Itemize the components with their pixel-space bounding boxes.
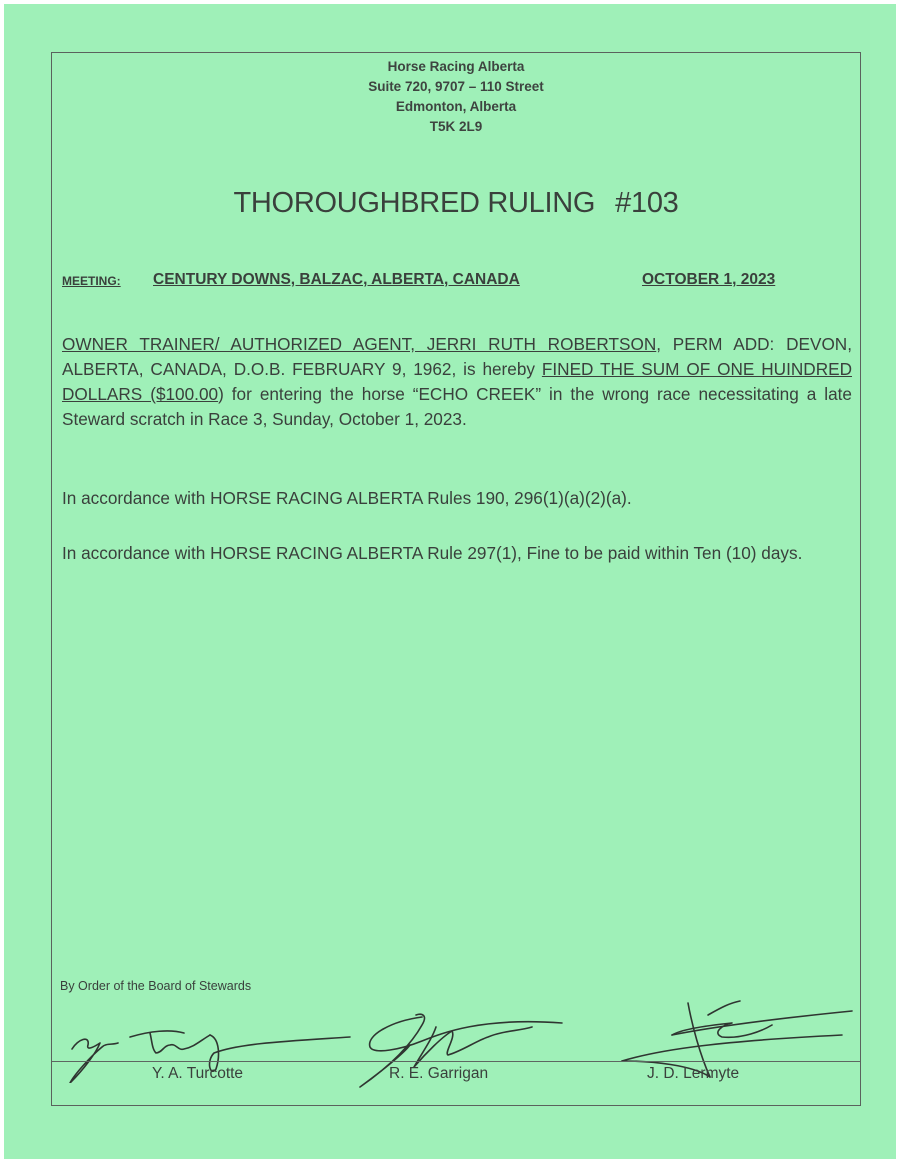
meeting-date: OCTOBER 1, 2023 — [642, 271, 776, 288]
ruling-text-b: ) for entering the horse “ECHO CREEK” in the wrong race necessitating a late Steward scratch in Race 3, Sunday, October 1, 2023. — [62, 384, 852, 429]
letterhead-org: Horse Racing Alberta — [387, 59, 525, 74]
signature-line — [52, 1061, 860, 1062]
order-text: By Order of the Board of Stewards — [60, 979, 252, 993]
letterhead-postal: T5K 2L9 — [429, 119, 483, 134]
page-title — [52, 187, 860, 220]
meeting-row — [62, 271, 850, 293]
payment-paragraph: In accordance with HORSE RACING ALBERTA Rule 297(1), Fine to be paid within Ten (10) days. — [62, 543, 803, 563]
ruling-document — [4, 4, 896, 1159]
steward-name: R. E. Garrigan — [389, 1065, 489, 1082]
letterhead — [52, 53, 860, 137]
ruling-paragraph — [62, 332, 852, 432]
steward-name: Y. A. Turcotte — [152, 1065, 244, 1082]
meeting-label: MEETING: — [62, 274, 121, 288]
ruling-subject: OWNER TRAINER/ AUTHORIZED AGENT, JERRI RUTH ROBERTSON — [62, 334, 657, 354]
ruling-penalty: FINED THE SUM OF ONE HUINDRED DOLLARS ($100.00 — [62, 359, 852, 404]
ruling-text-a: , PERM ADD: DEVON, ALBERTA, CANADA, D.O.B. FEBRUARY 9, 1962, is hereby — [62, 334, 852, 379]
meeting-venue: CENTURY DOWNS, BALZAC, ALBERTA, CANADA — [153, 271, 520, 288]
rules-paragraph: In accordance with HORSE RACING ALBERTA Rules 190, 296(1)(a)(2)(a). — [62, 488, 632, 508]
letterhead-city: Edmonton, Alberta — [395, 99, 517, 114]
letterhead-address: Suite 720, 9707 – 110 Street — [368, 79, 544, 94]
title-text: THOROUGHBRED RULING — [233, 187, 596, 219]
steward-name: J. D. Lermyte — [647, 1065, 740, 1082]
ruling-number: #103 — [615, 187, 679, 219]
document-frame — [51, 52, 861, 1106]
